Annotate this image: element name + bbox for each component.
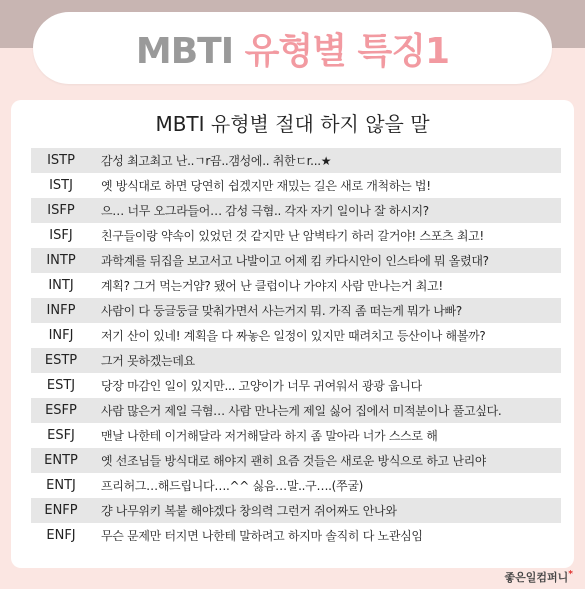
content-card bbox=[11, 100, 574, 568]
row-type: ISFJ bbox=[49, 228, 73, 243]
row-type: ISTP bbox=[47, 153, 75, 168]
row-type: ESFJ bbox=[47, 428, 75, 443]
row-type: ESTJ bbox=[46, 378, 76, 393]
table-row bbox=[31, 423, 561, 448]
row-text: 과학계를 뒤집을 보고서고 나발이고 어제 킴 카다시안이 인스타에 뭐 올렸대? bbox=[101, 254, 489, 268]
row-text: 옛 선조님들 방식대로 해야지 괜히 요즘 것들은 새로운 방식으로 하고 난리야 bbox=[101, 454, 487, 468]
row-type: INTJ bbox=[48, 278, 74, 293]
row-text: 감성 최고최고 난..ㄱr끔..갬성에.. 취한ㄷr...★ bbox=[101, 154, 332, 168]
table-row bbox=[31, 348, 561, 373]
page-title bbox=[136, 23, 449, 74]
row-type: ESFP bbox=[45, 403, 77, 418]
row-text: 그거 못하겠는데요 bbox=[101, 354, 195, 368]
row-type: ISTJ bbox=[49, 178, 73, 193]
header-title-pill bbox=[33, 12, 552, 84]
table-row bbox=[31, 448, 561, 473]
row-text: 맨날 나한테 이거해달라 저거해달라 하지 좀 말아라 너가 스스로 해 bbox=[101, 429, 438, 443]
brand-name: 좋은일컴퍼니 bbox=[504, 571, 569, 584]
row-text: 당장 마감인 일이 있지만... 고양이가 너무 귀여워서 광광 웁니다 bbox=[101, 379, 422, 393]
table-row bbox=[31, 523, 561, 548]
row-type: ENFP bbox=[44, 503, 78, 518]
card-title: MBTI 유형별 절대 하지 않을 말 bbox=[155, 112, 430, 136]
row-type: ENFJ bbox=[46, 528, 76, 543]
row-text: 프리허그…해드립니다….^^ 싫음…말..구….(쭈굴) bbox=[101, 479, 364, 493]
table-row bbox=[31, 198, 561, 223]
table-row bbox=[31, 298, 561, 323]
row-text: 옛 방식대로 하면 당연히 쉽겠지만 재밌는 길은 새로 개척하는 법! bbox=[101, 179, 431, 193]
table-row bbox=[31, 323, 561, 348]
table-row bbox=[31, 273, 561, 298]
brand-logo bbox=[505, 569, 573, 585]
row-text: 계획? 그거 먹는거얌? 됐어 난 클럽이나 가야지 사람 만나는거 최고! bbox=[101, 279, 443, 293]
row-text: 무슨 문제만 터지면 나한테 말하려고 하지마 솔직히 다 노관심임 bbox=[101, 529, 423, 543]
row-type: ENTP bbox=[44, 453, 78, 468]
row-type: ESTP bbox=[44, 353, 78, 368]
table-row bbox=[31, 148, 561, 173]
table-row bbox=[31, 498, 561, 523]
table-row bbox=[31, 398, 561, 423]
table-row bbox=[31, 223, 561, 248]
mbti-table bbox=[31, 148, 561, 548]
row-text: 걍 나무위키 복붙 해야겠다 창의력 그런거 쥐어짜도 안나와 bbox=[101, 504, 397, 518]
row-text: 으… 너무 오그라들어… 감성 극혐.. 각자 자기 일이나 잘 하시지? bbox=[101, 204, 429, 218]
brand-star-icon: * bbox=[568, 569, 573, 580]
row-type: ENTJ bbox=[46, 478, 76, 493]
title-part-mbti: MBTI bbox=[135, 30, 234, 72]
row-text: 사람 많은거 제일 극혐… 사람 만나는게 제일 싫어 집에서 미적분이나 풀고싶다. bbox=[101, 404, 502, 418]
row-type: INFP bbox=[46, 303, 76, 318]
row-type: ISFP bbox=[47, 203, 75, 218]
table-row bbox=[31, 248, 561, 273]
row-text: 친구들이랑 약속이 있었던 것 같지만 난 암벽타기 하러 갈거야! 스포츠 최고! bbox=[101, 229, 484, 243]
row-type: INTP bbox=[46, 253, 76, 268]
row-text: 저기 산이 있네! 계획을 다 짜놓은 일정이 있지만 때려치고 등산이나 해볼까? bbox=[101, 329, 486, 343]
table-row bbox=[31, 373, 561, 398]
title-part-feature: 유형별 특징1 bbox=[244, 30, 450, 72]
row-text: 사람이 다 둥글둥글 맞춰가면서 사는거지 뭐. 가직 좀 떠는게 뭐가 나빠? bbox=[101, 304, 462, 318]
row-type: INFJ bbox=[48, 328, 74, 343]
table-row bbox=[31, 173, 561, 198]
table-row bbox=[31, 473, 561, 498]
